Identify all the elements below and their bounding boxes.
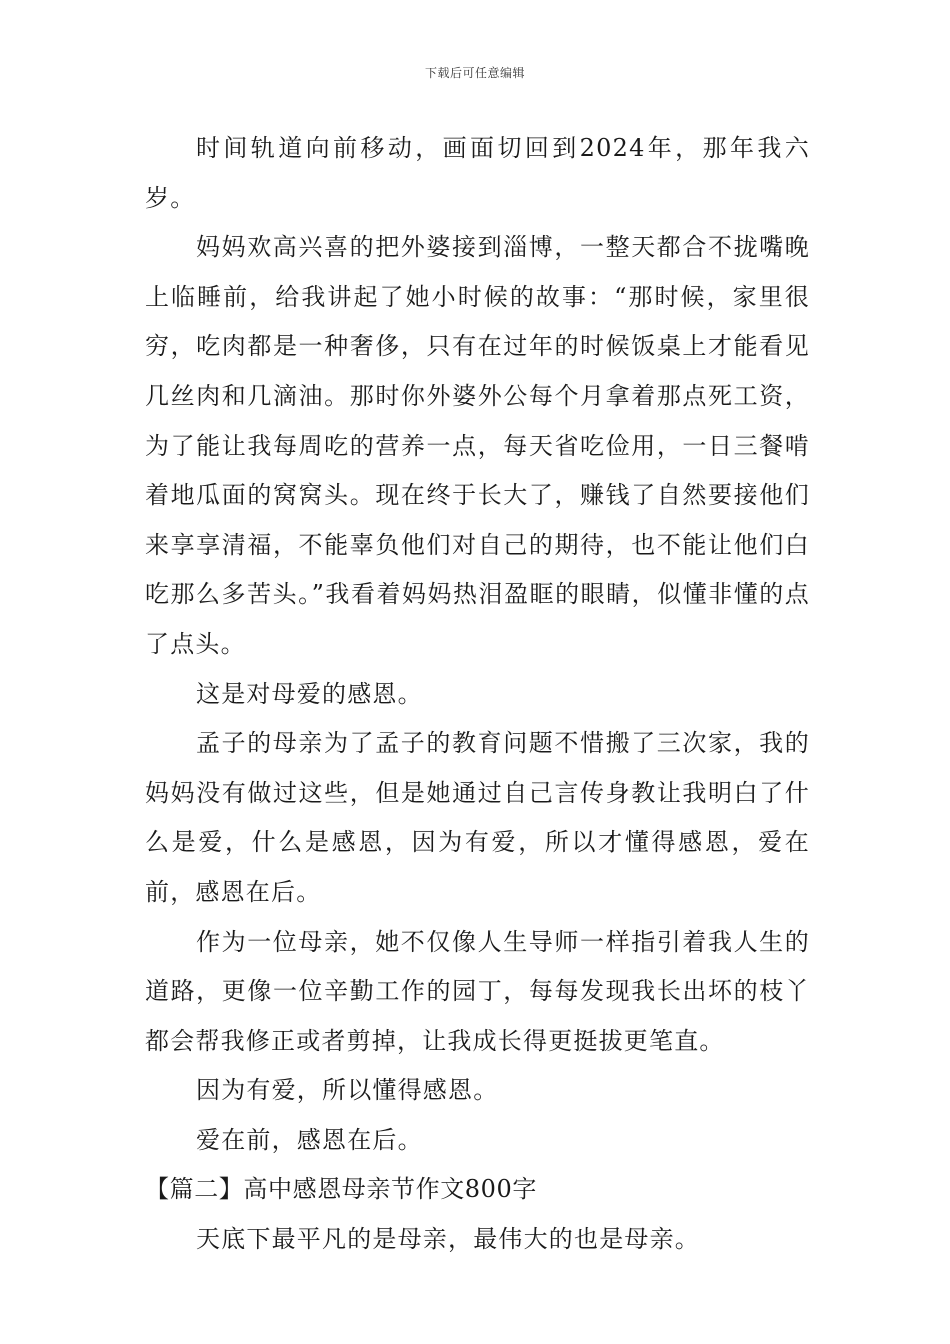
section-heading: 【篇二】高中感恩母亲节作文800字 [145,1175,538,1204]
paragraph-gratitude-for-mother-love: 这是对母爱的感恩。 [196,679,423,708]
paragraph-time-travel: 时间轨道向前移动，画面切回到2024年，那年我六岁。 [145,134,810,212]
paragraph-love-first: 爱在前，感恩在后。 [196,1125,423,1154]
page-header-note: 下载后可任意编辑 [424,66,525,80]
paragraph-mencius-mother: 孟子的母亲为了孟子的教育问题不惜搬了三次家，我的妈妈没有做过这些，但是她通过自己言传身教让我明白了什么是爱，什么是感恩，因为有爱，所以才懂得感恩，爱在前，感恩在后。 [145,729,810,906]
paragraph-most-ordinary-mother: 天底下最平凡的是母亲，最伟大的也是母亲。 [196,1225,700,1254]
paragraph-mother-as-gardener: 作为一位母亲，她不仅像人生导师一样指引着我人生的道路，更像一位辛勤工作的园丁，每每发现我长出坏的枝丫都会帮我修正或者剪掉，让我成长得更挺拔更笔直。 [145,927,810,1055]
document-body [145,124,810,1265]
paragraph-because-of-love: 因为有爱，所以懂得感恩。 [196,1076,499,1105]
paragraph-grandma-story: 妈妈欢高兴喜的把外婆接到淄博，一整天都合不拢嘴晚上临睡前，给我讲起了她小时候的故事：“那时候，家里很穷，吃肉都是一种奢侈，只有在过年的时候饭桌上才能看见几丝肉和几滴油。那时你外婆外公每个月拿着那点死工资，为了能让我每周吃的营养一点，每天省吃俭用，一日三餐啃着地瓜面的窝窝头。现在终于长大了，赚钱了自然要接他们来享享清福，不能辜负他们对自己的期待，也不能让他们白吃那么多苦头。”我看着妈妈热泪盈眶的眼睛，似懂非懂的点了点头。 [145,233,810,658]
